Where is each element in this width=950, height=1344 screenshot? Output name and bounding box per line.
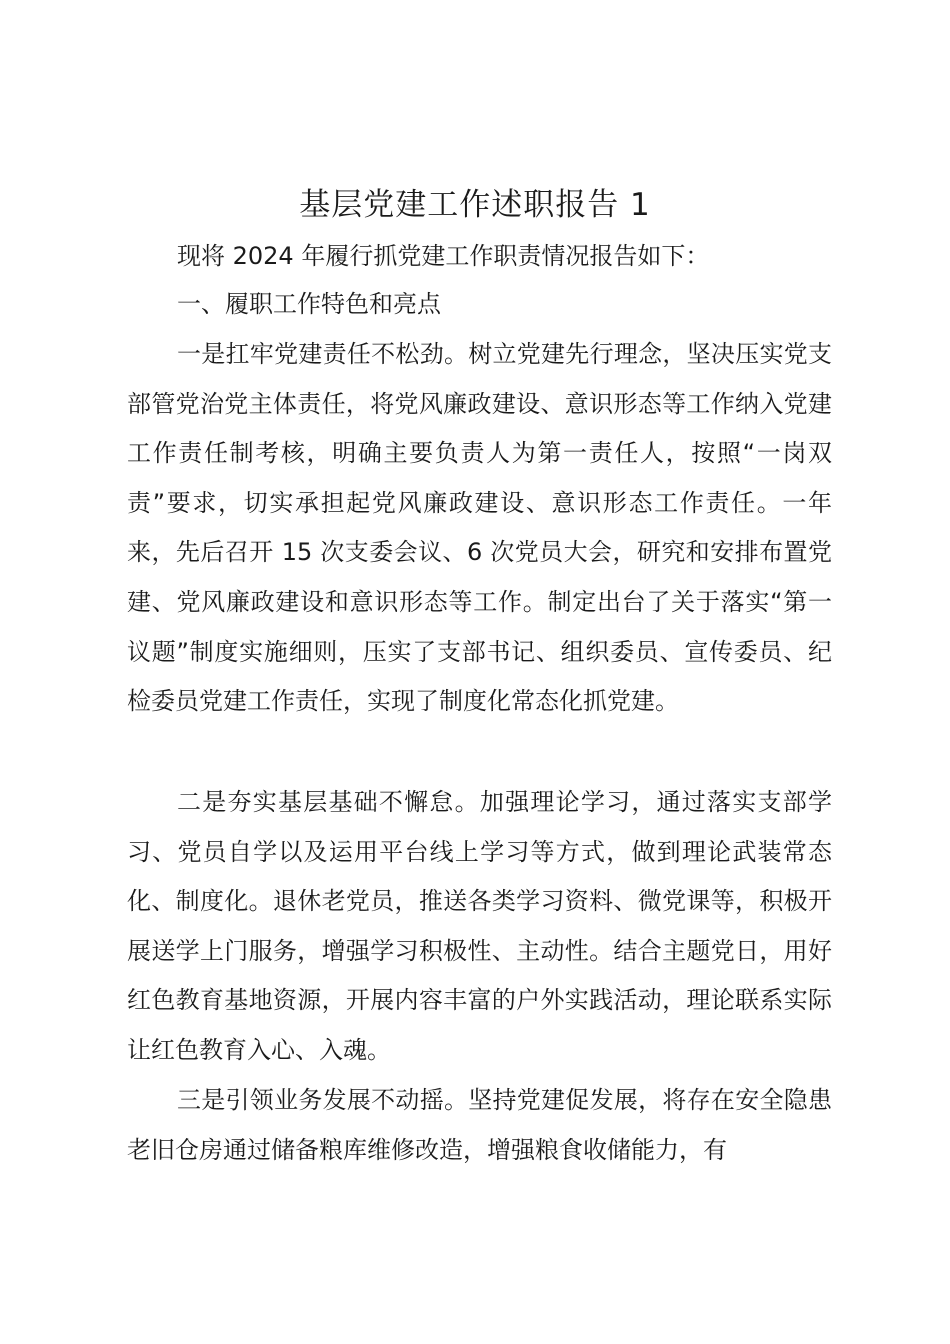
intro-paragraph: 现将 2024 年履行抓党建工作职责情况报告如下： [177, 242, 710, 270]
section-heading: 一、履职工作特色和亮点 [177, 290, 441, 318]
body-paragraph-2: 二是夯实基层基础不懈怠。加强理论学习，通过落实支部学习、党员自学以及运用平台线上学习等方式，做到理论武装常态化、制度化。退休老党员，推送各类学习资料、微党课等，积极开展送学上门服务，增强学习积极性、主动性。结合主题党日，用好红色教育基地资源，开展内容丰富的户外实践活动，理论联系实际让红色教育入心、入魂。 [127, 788, 832, 1064]
body-paragraph-3: 三是引领业务发展不动摇。坚持党建促发展，将存在安全隐患老旧仓房通过储备粮库维修改造，增强粮食收储能力，有 [127, 1086, 832, 1164]
document-title: 基层党建工作述职报告 1 [299, 187, 651, 223]
body-paragraph-1: 一是扛牢党建责任不松劲。树立党建先行理念，坚决压实党支部管党治党主体责任，将党风廉政建设、意识形态等工作纳入党建工作责任制考核，明确主要负责人为第一责任人，按照“一岗双责”要求，切实承担起党风廉政建设、意识形态工作责任。一年来，先后召开 15 次支委会议、6 次党员大会，研究和安排布置党建、党风廉政建设和意识形态等工作。制定出台了关于落实“第一议题”制度实施细则，压实了支部书记、组织委员、宣传委员、纪检委员党建工作责任，实现了制度化常态化抓党建。 [127, 340, 832, 716]
